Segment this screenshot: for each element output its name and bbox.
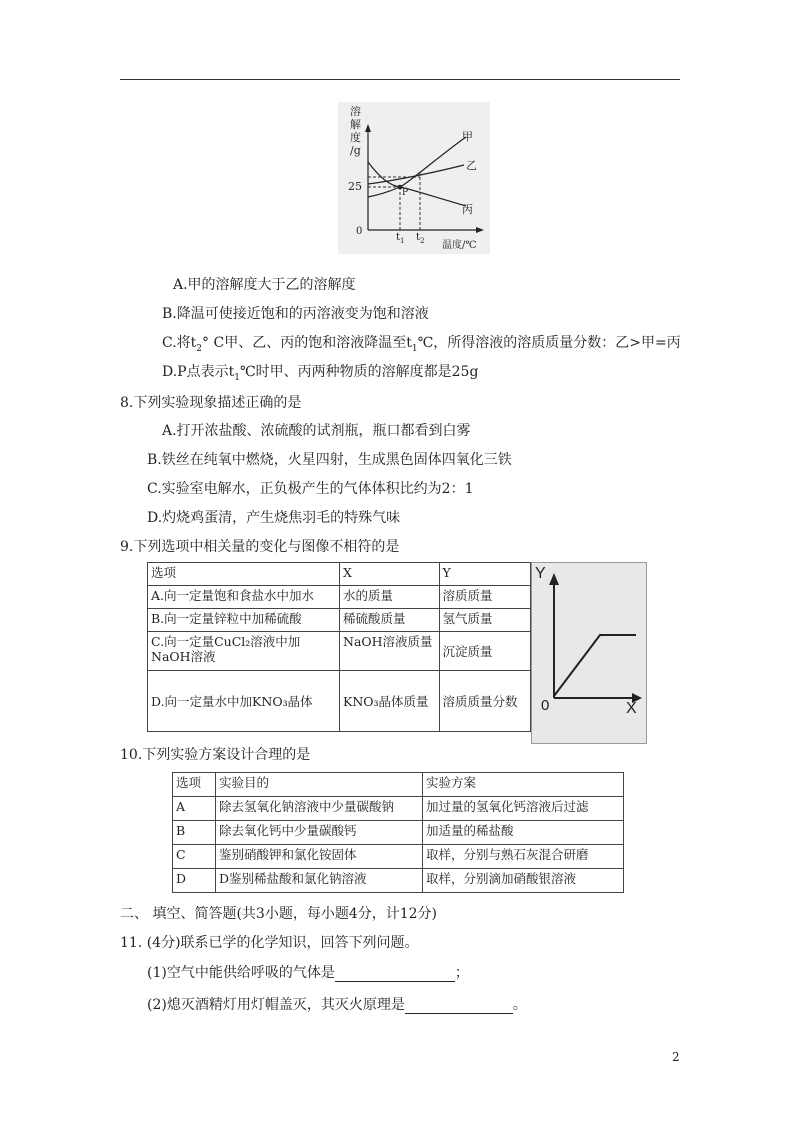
header-rule [120, 79, 680, 80]
q10-cell: D鉴别稀盐酸和氯化钠溶液 [216, 869, 423, 893]
q11-p2-text: (2)熄灭酒精灯用灯帽盖灭，其灭火原理是 [147, 997, 405, 1013]
q10-cell: A [173, 797, 216, 821]
q9-header-x: X [340, 563, 440, 586]
q10-cell: C [173, 845, 216, 869]
q7-c-sub1: 2 [196, 343, 203, 354]
q7-c-post: ℃，所得溶液的溶质质量分数：乙>甲=丙 [417, 335, 681, 351]
q9-cell: NaOH溶液质量 [340, 632, 440, 671]
q11-part-2 [147, 996, 527, 1014]
q9-graph-origin: 0 [541, 697, 550, 714]
q7-option-b: B.降温可使接近饱和的丙溶液变为饱和溶液 [162, 306, 429, 322]
q10-header-plan: 实验方案 [423, 773, 624, 797]
q9-graph [531, 562, 647, 744]
q9-header-row [148, 563, 531, 586]
q8-option-d: D.灼烧鸡蛋清，产生烧焦羽毛的特殊气味 [147, 510, 401, 526]
series-jia-label: 甲 [462, 130, 473, 143]
q7-option-a: A.甲的溶解度大于乙的溶解度 [173, 277, 356, 293]
q9-header-y: Y [439, 563, 530, 586]
graph-xlabel: 温度/℃ [442, 240, 477, 251]
table-row [148, 609, 531, 632]
graph-point-label: P [402, 188, 409, 198]
x-axis-arrow-icon [476, 227, 484, 233]
q9-cell: 沉淀质量 [439, 632, 530, 671]
table-row [148, 632, 531, 671]
q10-cell: 鉴别硝酸钾和氯化铵固体 [216, 845, 423, 869]
q10-header-purpose: 实验目的 [216, 773, 423, 797]
q9-cell: C.向一定量CuCl₂溶液中加NaOH溶液 [148, 632, 340, 671]
table-row [173, 821, 624, 845]
q10-cell: 除去氧化钙中少量碳酸钙 [216, 821, 423, 845]
q9-y-arrow-icon [549, 573, 559, 585]
q11-p2-end: 。 [512, 997, 527, 1013]
q9-cell: A.向一定量饱和食盐水中加水 [148, 586, 340, 609]
q7-c-sub2: 1 [411, 343, 418, 354]
q7-option-c [162, 334, 681, 358]
q9-stem: 9.下列选项中相关量的变化与图像不相符的是 [120, 539, 400, 555]
graph-origin: 0 [356, 226, 363, 237]
q10-cell: 取样，分别与熟石灰混合研磨 [423, 845, 624, 869]
series-yi-label: 乙 [466, 159, 477, 172]
curve-jia [368, 137, 466, 197]
graph-ylabel-4: /g [350, 144, 361, 157]
q8-stem: 8.下列实验现象描述正确的是 [120, 395, 302, 411]
q7-d-pre: D.P点表示t [162, 364, 235, 380]
table-row [173, 797, 624, 821]
q11-part-1 [147, 964, 469, 982]
q9-cell: 稀硫酸质量 [340, 609, 440, 632]
y-axis-arrow-icon [365, 124, 371, 132]
q8-option-a: A.打开浓盐酸、浓硫酸的试剂瓶，瓶口都看到白雾 [162, 423, 471, 439]
t1-letter: t [396, 232, 401, 243]
series-bing-label: 丙 [462, 203, 473, 216]
q7-d-sub: 1 [234, 372, 240, 383]
t2-sub: 2 [420, 237, 425, 245]
q7-option-d [162, 363, 478, 387]
q10-table [172, 772, 624, 893]
q9-graph-x-label: X [626, 700, 637, 717]
q9-cell: 氢气质量 [439, 609, 530, 632]
graph-ylabel-3: 度 [350, 131, 361, 144]
q10-cell: 除去氢氧化钠溶液中少量碳酸钠 [216, 797, 423, 821]
q11-p1-end: ； [454, 965, 469, 981]
graph-ylabel-2: 解 [350, 118, 361, 131]
q9-cell: 溶质质量分数 [439, 671, 530, 732]
q9-header-option: 选项 [148, 563, 340, 586]
q11-p2-blank[interactable] [405, 999, 513, 1014]
t2-letter: t [416, 232, 421, 243]
q9-cell: 溶质质量 [439, 586, 530, 609]
table-row [148, 586, 531, 609]
q7-c-pre: C.将t [162, 335, 197, 351]
q11-p1-blank[interactable] [335, 967, 455, 982]
q7-c-mid: ° C甲、乙、丙的饱和溶液降温至t [202, 335, 412, 351]
q10-cell: B [173, 821, 216, 845]
q9-cell: B.向一定量锌粒中加稀硫酸 [148, 609, 340, 632]
q9-table [147, 562, 531, 732]
q8-option-b: B.铁丝在纯氧中燃烧，火星四射，生成黑色固体四氧化三铁 [147, 452, 512, 468]
q10-cell: 加过量的氢氧化钙溶液后过滤 [423, 797, 624, 821]
graph-t1 [396, 232, 405, 245]
q10-cell: 加适量的稀盐酸 [423, 821, 624, 845]
q10-cell: D [173, 869, 216, 893]
q10-header-option: 选项 [173, 773, 216, 797]
q10-cell: 取样，分别滴加硝酸银溶液 [423, 869, 624, 893]
graph-t2 [416, 232, 425, 245]
table-row [173, 845, 624, 869]
graph-ylabel-1: 溶 [350, 105, 361, 118]
curve-yi [368, 165, 464, 184]
q9-cell: 水的质量 [340, 586, 440, 609]
q9-graph-line [554, 635, 636, 696]
q8-option-c: C.实验室电解水，正负极产生的气体体积比约为2：1 [147, 481, 474, 497]
q7-d-post: ℃时甲、丙两种物质的溶解度都是25g [239, 364, 479, 380]
q10-header-row [173, 773, 624, 797]
solubility-graph [338, 102, 490, 254]
page-number: 2 [672, 1050, 680, 1064]
q11-stem: 11. (4分)联系已学的化学知识，回答下列问题。 [120, 935, 419, 951]
q9-cell: KNO₃晶体质量 [340, 671, 440, 732]
q10-stem: 10.下列实验方案设计合理的是 [120, 747, 311, 763]
section-2-heading: 二、 填空、简答题(共3小题，每小题4分，计12分) [120, 906, 438, 922]
q9-cell: D.向一定量水中加KNO₃晶体 [148, 671, 340, 732]
table-row [148, 671, 531, 732]
graph-y25: 25 [348, 180, 362, 193]
q9-graph-y-label: Y [535, 565, 546, 582]
q11-p1-text: (1)空气中能供给呼吸的气体是 [147, 965, 335, 981]
table-row [173, 869, 624, 893]
t1-sub: 1 [400, 237, 405, 245]
